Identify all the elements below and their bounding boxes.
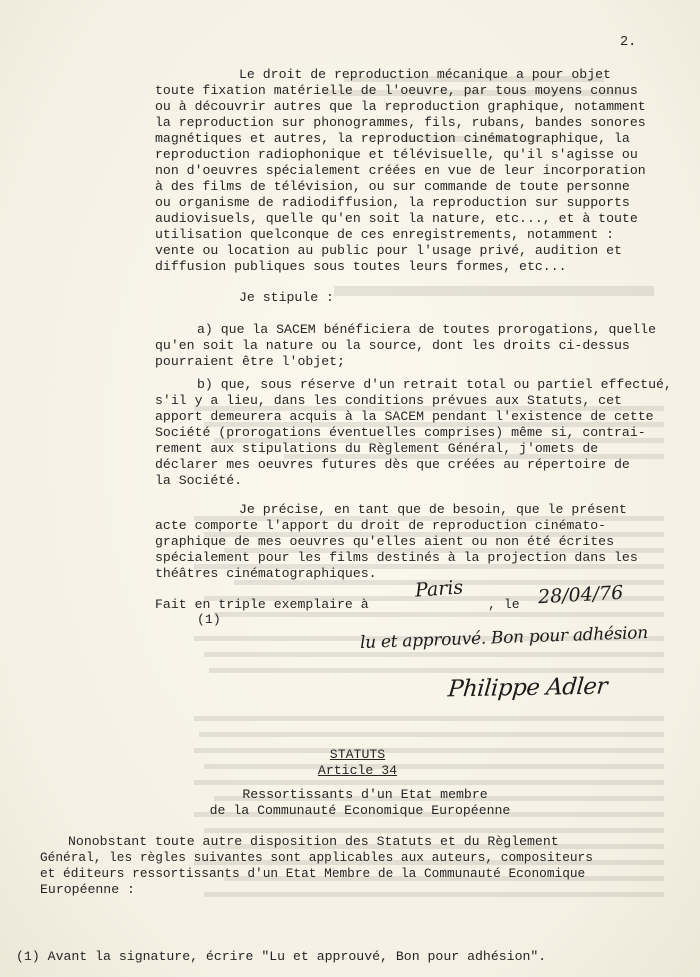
text-line: Européenne : [40,882,135,897]
text-line: à des films de télévision, ou sur commande de toute personne [155,179,630,194]
text-line: graphique de mes oeuvres qu'elles aient ou non été écrites [155,534,614,549]
handwritten-place: Paris [414,576,464,602]
text-line: Le droit de reproduction mécanique a pour objet [239,67,611,82]
footnote: (1) Avant la signature, écrire "Lu et approuvé, Bon pour adhésion". [16,949,547,964]
text-line: ou à découvrir autres que la reproduction graphique, notamment [155,99,646,114]
text-line: non d'oeuvres spécialement créées en vue de leur incorporation [155,163,646,178]
text-line: Société (prorogations éventuelles comprises) même si, contrai- [155,425,646,440]
text-line: rement aux stipulations du Règlement Général, j'omets de [155,441,599,456]
text-line: b) que, sous réserve d'un retrait total ou partiel effectué, [197,377,672,392]
text-line: déclarer mes oeuvres futures dès que créées au répertoire de [155,457,630,472]
text-line: qu'en soit la nature ou la source, dont les droits ci-dessus [155,338,630,353]
statuts-article [0,763,700,779]
text-line: magnétiques et autres, la reproduction cinématographique, la [155,131,630,146]
text-line: acte comporte l'apport du droit de reproduction cinémato- [155,518,607,533]
text-line: vente ou location au public pour l'usage privé, audition et [155,243,622,258]
text-line: pourraient être l'objet; [155,354,345,369]
text-line: spécialement pour les films destinés à la projection dans les [155,550,638,565]
fait-note: (1) [197,612,221,627]
statuts-heading [0,747,700,763]
page-number: 2. [620,35,637,50]
text-line: a) que la SACEM bénéficiera de toutes prorogations, quelle [197,322,656,337]
statuts-article-text: Article 34 [317,763,398,778]
statuts-subtitle-2 [0,803,700,819]
statuts-subtitle-1-text: Ressortissants d'un Etat membre [242,787,488,802]
text-line: Nonobstant toute autre disposition des Statuts et du Règlement [68,834,559,849]
fait-le: , le [488,597,520,612]
statuts-subtitle-1 [0,787,700,803]
text-line: utilisation quelconque de ces enregistrements, notamment : [155,227,614,242]
text-line: et éditeurs ressortissants d'un Etat Membre de la Communauté Economique [40,866,586,881]
handwritten-date: 28/04/76 [537,581,624,609]
text-line: diffusion publiques sous toutes leurs formes, etc... [155,259,567,274]
text-line: Je précise, en tant que de besoin, que le présent [239,502,627,517]
text-line: reproduction radiophonique et télévisuelle, qu'il s'agisse ou [155,147,638,162]
text-line: la Société. [155,473,243,488]
text-line: Général, les règles suivantes sont applicables aux auteurs, compositeurs [40,850,593,865]
handwritten-approval: lu et approuvé. Bon pour adhésion [359,622,649,654]
text-line: audiovisuels, quelle qu'en soit la nature, etc..., et à toute [155,211,638,226]
stipule-line: Je stipule : [239,290,334,305]
statuts-heading-text: STATUTS [329,747,386,762]
handwritten-signature: Philippe Adler [446,673,609,703]
text-line: apport demeurera acquis à la SACEM pendant l'existence de cette [155,409,654,424]
text-line: la reproduction sur phonogrammes, fils, rubans, bandes sonores [155,115,646,130]
fait-line: Fait en triple exemplaire à [155,597,369,612]
text-line: toute fixation matérielle de l'oeuvre, par tous moyens connus [155,83,638,98]
text-line: s'il y a lieu, dans les conditions prévues aux Statuts, cet [155,393,622,408]
text-line: théâtres cinématographiques. [155,566,377,581]
text-line: ou organisme de radiodiffusion, la reproduction sur supports [155,195,630,210]
statuts-subtitle-2-text: de la Communauté Economique Européenne [209,803,511,818]
